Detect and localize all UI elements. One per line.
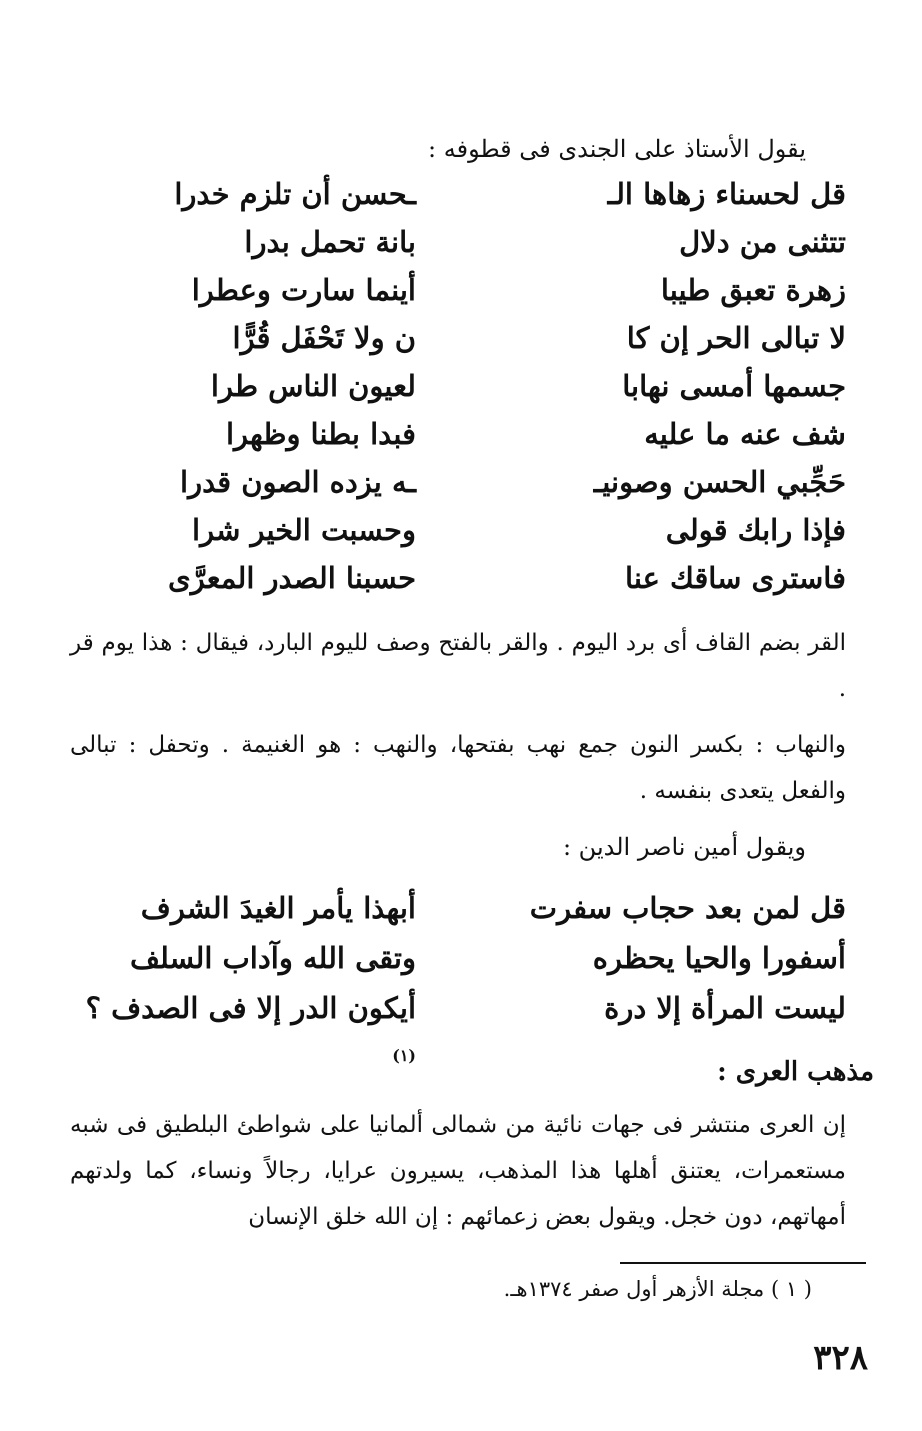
verse-second-hemistich: وحسبت الخير شرا (192, 513, 416, 547)
verse-second-hemistich: حسبنا الصدر المعرَّى (168, 561, 416, 595)
verse-second-hemistich: ـه يزده الصون قدرا (180, 465, 416, 499)
poem-verse (70, 506, 846, 554)
body-paragraph: إن العرى منتشر فى جهات نائية من شمالى ألمانيا على شواطئ البلطيق فى شبه مستعمرات، يعتنق أهلها هذا المذهب، يسيرون عرايا، رجالاً ونساء، كما ولدتهم أمهاتهم، دون خجل. ويقول بعض زعمائهم : إن الله خلق الإنسان (70, 1112, 846, 1230)
intro-line: يقول الأستاذ على الجندى فى قطوفه : (428, 135, 806, 163)
poem-verse (70, 362, 846, 410)
verse-first-hemistich: جسمها أمسى نهابا (622, 369, 846, 403)
poem-verse (70, 266, 846, 314)
verse-first-hemistich: أسفورا والحيا يحظره (592, 941, 846, 975)
poem-verse (70, 884, 846, 932)
poem-verse (70, 218, 846, 266)
verse-text: أيكون الدر إلا فى الصدف ؟ (85, 991, 416, 1025)
note-qurr: القر بضم القاف أى برد اليوم . والقر بالفتح وصف لليوم البارد، فيقال : هذا يوم قر . (70, 630, 846, 702)
footnote-divider (620, 1262, 866, 1264)
verse-second-hemistich: لعيون الناس طرا (210, 369, 416, 403)
poem-verse (70, 410, 846, 458)
verse-first-hemistich: فاسترى ساقك عنا (625, 561, 846, 595)
verse-first-hemistich: تتثنى من دلال (679, 225, 846, 259)
poem-verse (70, 170, 846, 218)
footnote-marker: (١) (392, 1046, 416, 1065)
verse-second-hemistich: ن ولا تَحْفَل قُرًّا (232, 321, 416, 355)
page-number: ٣٢٨ (813, 1338, 868, 1378)
verse-second-hemistich: أينما سارت وعطرا (191, 273, 416, 307)
verse-second-hemistich: ـحسن أن تلزم خدرا (174, 177, 416, 211)
verse-second-hemistich: وتقى الله وآداب السلف (130, 941, 416, 975)
poem-verse (70, 314, 846, 362)
verse-first-hemistich: فإذا رابك قولى (665, 513, 846, 547)
verse-first-hemistich: قل لمن بعد حجاب سفرت (529, 891, 846, 925)
footnote: ( ١ ) مجلة الأزهر أول صفر ١٣٧٤هـ. (503, 1277, 812, 1301)
intro-line-2: ويقول أمين ناصر الدين : (562, 833, 806, 861)
verse-first-hemistich: زهرة تعبق طيبا (660, 273, 846, 307)
section-heading: مذهب العرى : (717, 1057, 874, 1087)
verse-second-hemistich: بانة تحمل بدرا (244, 225, 416, 259)
verse-first-hemistich: حَجِّبي الحسن وصونيـ (593, 465, 846, 499)
poem-verse (70, 458, 846, 506)
poem-verse (70, 554, 846, 602)
verse-second-hemistich: فبدا بطنا وظهرا (225, 417, 416, 451)
verse-first-hemistich: ليست المرأة إلا درة (604, 991, 846, 1025)
verse-first-hemistich: لا تبالى الحر إن كا (626, 321, 846, 355)
poem-verse (70, 934, 846, 982)
verse-first-hemistich: قل لحسناء زهاها الـ (607, 177, 846, 211)
poem-verse (70, 984, 846, 1065)
verse-second-hemistich (70, 984, 416, 1086)
verse-second-hemistich: أبهذا يأمر الغيدَ الشرف (140, 891, 416, 925)
verse-first-hemistich: شف عنه ما عليه (644, 417, 846, 451)
note-nihab: والنهاب : بكسر النون جمع نهب بفتحها، والنهب : هو الغنيمة . وتحفل : تبالى والفعل يتعدى بنفسه . (70, 732, 846, 804)
